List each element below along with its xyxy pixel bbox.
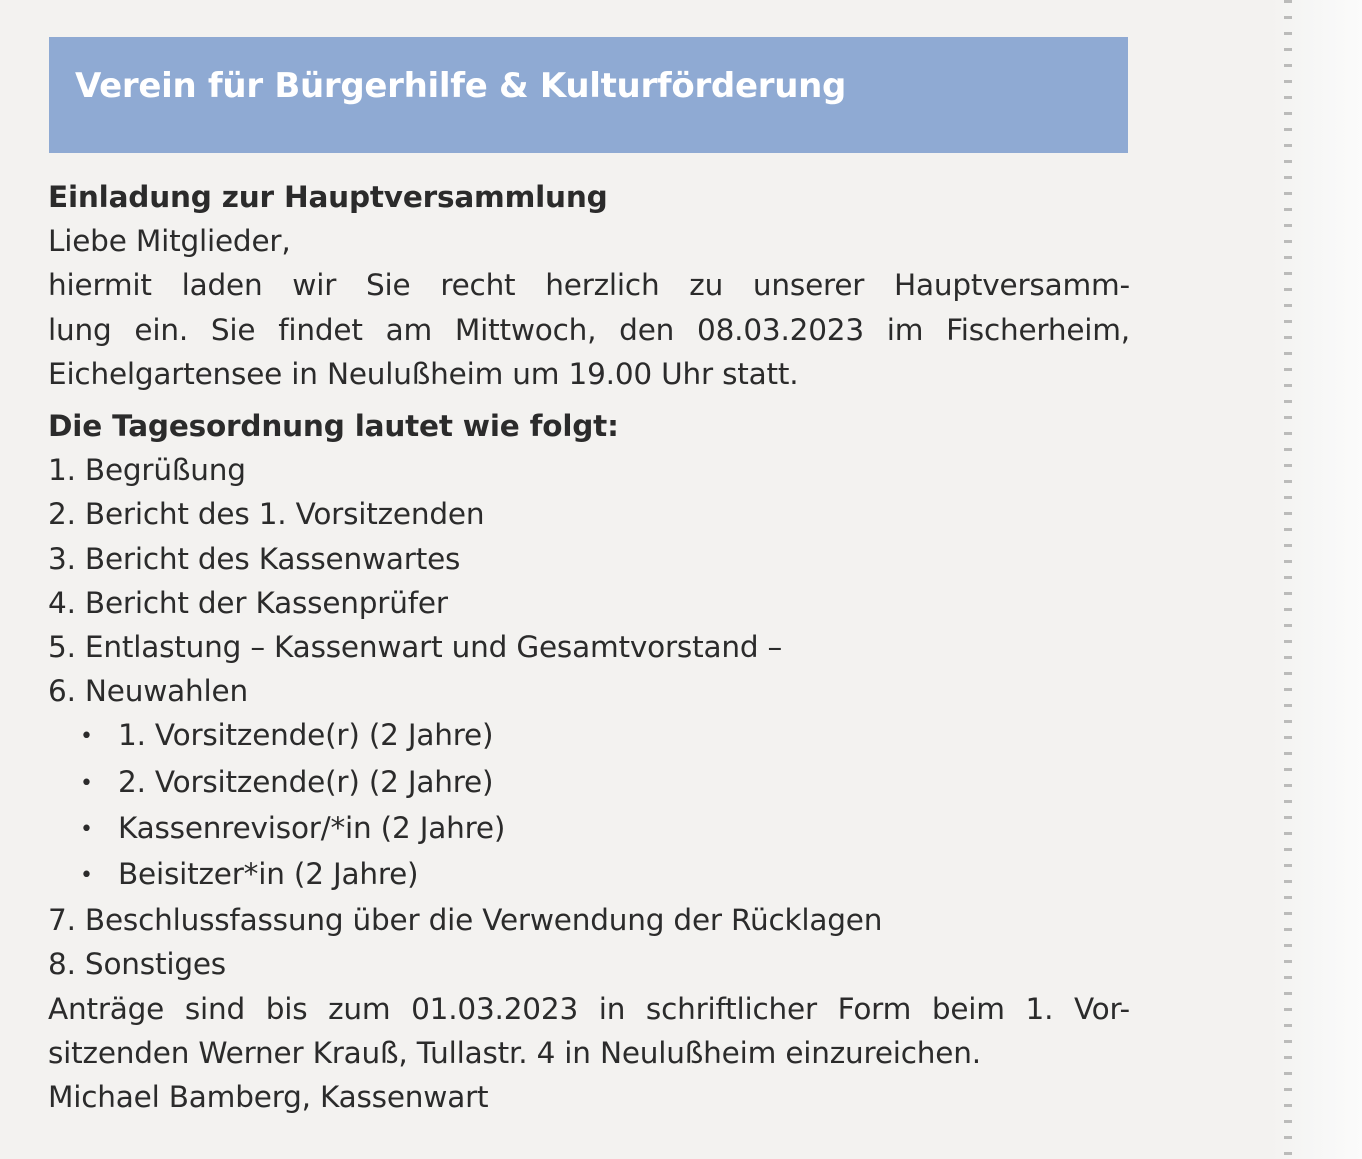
election-item — [48, 713, 1130, 759]
paragraph-gap — [48, 396, 1130, 404]
greeting: Liebe Mitglieder, — [48, 224, 291, 259]
article-heading: Einladung zur Hauptversammlung — [48, 180, 608, 214]
election-item — [48, 760, 1130, 806]
election-label: 2. Vorsitzende(r) (2 Jahre) — [118, 764, 494, 799]
agenda-heading: Die Tagesordnung lautet wie folgt: — [48, 409, 619, 444]
organization-title: Verein für Bürgerhilfe & Kulturförderung — [75, 66, 847, 106]
agenda-item: 1. Begrüßung — [48, 453, 246, 488]
agenda-item: 7. Beschlussfassung über die Verwendung der Rücklagen — [48, 903, 883, 938]
agenda-item: 8. Sonstiges — [48, 947, 226, 982]
agenda-item: 2. Bericht des 1. Vorsitzenden — [48, 497, 485, 532]
election-label: Kassenrevisor/*in (2 Jahre) — [118, 810, 506, 845]
intro-line: Eichelgartensee in Neulußheim um 19.00 Uhr statt. — [48, 356, 799, 391]
agenda-item: 5. Entlastung – Kassenwart und Gesamtvorstand – — [48, 630, 783, 665]
header-banner — [49, 37, 1128, 153]
bullet-icon: • — [80, 724, 93, 750]
agenda-item: 6. Neuwahlen — [48, 674, 248, 709]
intro-line: hiermit laden wir Sie recht herzlich zu unserer Hauptversamm- — [48, 268, 1130, 303]
motions-line: Anträge sind bis zum 01.03.2023 in schriftlicher Form beim 1. Vor- — [48, 991, 1130, 1026]
agenda-item: 4. Bericht der Kassenprüfer — [48, 585, 448, 620]
election-item — [48, 852, 1130, 898]
agenda-item: 3. Bericht des Kassenwartes — [48, 541, 461, 576]
intro-line: lung ein. Sie findet am Mittwoch, den 08.03.2023 im Fischerheim, — [48, 312, 1130, 347]
election-label: 1. Vorsitzende(r) (2 Jahre) — [118, 718, 494, 753]
bullet-icon: • — [80, 816, 93, 842]
article — [48, 175, 1130, 1119]
page-perforation — [1284, 0, 1292, 1159]
election-label: Beisitzer*in (2 Jahre) — [118, 857, 419, 892]
motions-line: sitzenden Werner Krauß, Tullastr. 4 in Neulußheim einzureichen. — [48, 1035, 981, 1070]
bullet-icon: • — [80, 770, 93, 796]
election-item — [48, 806, 1130, 852]
bullet-icon: • — [80, 863, 93, 889]
signature: Michael Bamberg, Kassenwart — [48, 1080, 489, 1115]
